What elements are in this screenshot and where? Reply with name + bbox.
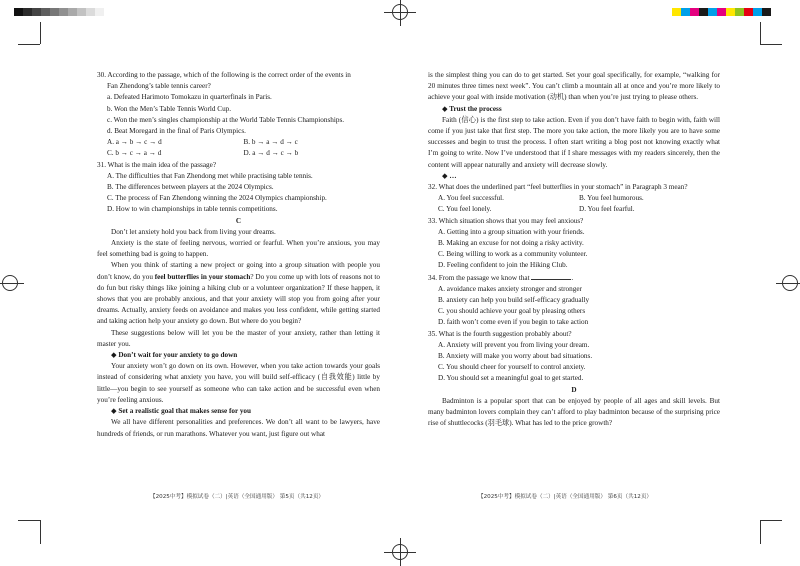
gray-swatch <box>77 8 86 16</box>
option-b[interactable]: B. b → a → d → c <box>243 138 298 147</box>
passage-paragraph: Your anxiety won’t go down on its own. However, when you take action towards your goals instead of considering what anxiety you have, you will build self-efficacy (自我效能) little by little—you begin to see yourself as someone who can take action and be successful even when you’re feeling anxious. <box>97 362 380 404</box>
left-page <box>97 70 380 440</box>
question-stem: 31. What is the main idea of the passage? <box>97 160 217 169</box>
color-swatch <box>699 8 708 16</box>
color-swatch <box>681 8 690 16</box>
suggestion-heading: ◆ Trust the process <box>442 104 502 113</box>
suggestion-heading: ◆ Don’t wait for your anxiety to go down <box>111 351 238 360</box>
passage-paragraph: Faith (信心) is the first step to take action. Even if you don’t have faith to begin with, faith will come if you just take that first step. The more you take action, the more likely you are to have some successes and begin to trust the process. I often start writing a blog post not knowing exactly what I’m going to write. Now I’ve understood that if I share messages with my readers sincerely, then the content will appear naturally and anxiety will decrease slowly. <box>428 115 720 169</box>
question-stem: 33. Which situation shows that you may feel anxious? <box>428 216 584 225</box>
underlined-phrase: feel butterflies in your stomach <box>154 272 251 281</box>
grayscale-calibration-bar <box>14 8 113 16</box>
color-swatch <box>735 8 744 16</box>
gray-swatch <box>104 8 113 16</box>
crop-mark <box>760 44 782 45</box>
option-d[interactable]: D. You should set a meaningful goal to get started. <box>438 374 584 383</box>
option-d[interactable]: D. a → d → c → b <box>243 149 299 158</box>
passage-paragraph: These suggestions below will let you be the master of your anxiety, rather than letting it master you. <box>97 328 380 348</box>
passage-paragraph: Badminton is a popular sport that can be enjoyed by people of all ages and skill levels. But many badminton lovers complain they can’t afford to play badminton because of the surprising price rise of shuttlecocks (羽毛球). What has led to the price growth? <box>428 396 720 428</box>
crop-mark <box>760 520 782 521</box>
passage-paragraph: Anxiety is the state of feeling nervous, worried or fearful. When you’re anxious, you may feel something bad is going to happen. <box>97 239 380 259</box>
option-d[interactable]: D. How to win championships in table tennis competitions. <box>107 205 278 214</box>
suggestion-heading: ◆ Set a realistic goal that makes sense for you <box>111 407 252 416</box>
option-a[interactable]: A. Getting into a group situation with your friends. <box>438 227 585 236</box>
option-d[interactable]: D. faith won’t come even if you begin to take action <box>438 318 589 327</box>
question-stem: 35. What is the fourth suggestion probably about? <box>428 329 572 338</box>
option-c[interactable]: C. You should cheer for yourself to control anxiety. <box>438 363 586 372</box>
registration-line <box>400 0 401 26</box>
color-swatch <box>708 8 717 16</box>
option-c[interactable]: C. you should achieve your goal by pleasing others <box>438 307 586 316</box>
color-swatch <box>726 8 735 16</box>
option-c[interactable]: C. The process of Fan Zhendong winning the 2024 Olympics championship. <box>107 194 327 203</box>
color-swatch <box>744 8 753 16</box>
color-swatch <box>771 8 780 16</box>
stem-text: 34. From the passage we know that <box>428 273 530 282</box>
section-heading: C <box>235 216 242 225</box>
question-32 <box>428 182 720 216</box>
color-swatch <box>762 8 771 16</box>
option-d[interactable]: D. Feeling confident to join the Hiking Club. <box>438 261 568 270</box>
page-footer-right: 【2025中考】模拟试卷（二）|英语（全国通用版） 第6页（共12页） <box>478 494 653 500</box>
option-c[interactable]: C. b → c → a → d <box>107 149 162 158</box>
gray-swatch <box>23 8 32 16</box>
option-a[interactable]: A. a → b → c → d <box>107 138 162 147</box>
option-c[interactable]: C. Being willing to work as a community volunteer. <box>438 250 588 259</box>
question-30 <box>97 70 380 160</box>
event-item: a. Defeated Harimoto Tomokazu in quarterfinals in Paris. <box>107 93 272 102</box>
registration-line <box>776 283 800 284</box>
page-footer-left: 【2025中考】模拟试卷（二）|英语（全国通用版） 第5页（共12页） <box>150 494 325 500</box>
paragraph-text: ? Do you come up with lots of reasons not to do fun but risky things like joining a hiking club or a volunteer organization? If these happen, it shows that you are probably anxious, and that your anxiety will stop you from going after your dreams. Actually, anxiety feeds on avoidance and makes you less confident, while getting started and taking action help your anxiety go down. But where do you begin? <box>97 272 380 326</box>
crop-mark <box>40 520 41 544</box>
gray-swatch <box>95 8 104 16</box>
passage-paragraph <box>97 260 380 327</box>
gray-swatch <box>14 8 23 16</box>
gray-swatch <box>41 8 50 16</box>
question-31 <box>97 160 380 216</box>
question-stem: 34. From the passage we know that . <box>428 273 574 282</box>
option-a[interactable]: A. You feel successful. <box>438 194 504 203</box>
gray-swatch <box>32 8 41 16</box>
question-33 <box>428 216 720 272</box>
gray-swatch <box>50 8 59 16</box>
option-c[interactable]: C. You feel lonely. <box>438 205 492 214</box>
registration-line <box>0 283 24 284</box>
color-calibration-bar <box>672 8 780 16</box>
right-page <box>428 70 720 430</box>
crop-mark <box>760 22 761 44</box>
passage-paragraph: is the simplest thing you can do to get started. Set your goal specifically, for example, “walking for 20 minutes three times next week”. You can’t climb a mountain all at once and you’re more likely to achieve your goal with inside motivation (动机) than when you’re just trying to please others. <box>428 71 720 102</box>
question-stem: Fan Zhendong’s table tennis career? <box>107 82 211 91</box>
crop-mark <box>18 44 40 45</box>
gray-swatch <box>59 8 68 16</box>
registration-line <box>384 552 416 553</box>
option-b[interactable]: B. The differences between players at the 2024 Olympics. <box>107 183 274 192</box>
crop-mark <box>40 22 41 44</box>
gray-swatch <box>68 8 77 16</box>
option-b[interactable]: B. You feel humorous. <box>579 194 644 203</box>
crop-mark <box>18 520 40 521</box>
color-swatch <box>717 8 726 16</box>
event-item: c. Won the men’s singles championship at the World Table Tennis Championships. <box>107 115 345 124</box>
option-a[interactable]: A. The difficulties that Fan Zhendong met while practising table tennis. <box>107 171 313 180</box>
registration-line <box>384 12 416 13</box>
option-a[interactable]: A. avoidance makes anxiety stronger and stronger <box>438 284 582 293</box>
event-item: d. Beat Moregard in the final of Paris Olympics. <box>107 127 246 136</box>
question-stem: 32. What does the underlined part “feel butterflies in your stomach” in Paragraph 3 mean? <box>428 183 688 192</box>
passage-paragraph: We all have different personalities and preferences. We don’t all want to be lawyers, have hundreds of friends, or run marathons. Whatever you want, just figure out what <box>97 418 380 438</box>
gray-swatch <box>86 8 95 16</box>
option-d[interactable]: D. You feel fearful. <box>579 205 635 214</box>
suggestion-heading: ◆ … <box>442 171 457 180</box>
option-b[interactable]: B. Anxiety will make you worry about bad situations. <box>438 352 593 361</box>
question-35 <box>428 329 720 385</box>
option-a[interactable]: A. Anxiety will prevent you from living your dream. <box>438 340 590 349</box>
color-swatch <box>690 8 699 16</box>
question-34 <box>428 272 720 329</box>
crop-mark <box>760 520 761 544</box>
color-swatch <box>753 8 762 16</box>
color-swatch <box>672 8 681 16</box>
question-stem: 30. According to the passage, which of the following is the correct order of the events in <box>97 71 351 79</box>
option-b[interactable]: B. anxiety can help you build self-efficacy gradually <box>438 296 590 305</box>
event-item: b. Won the Men’s Table Tennis World Cup. <box>107 104 232 113</box>
answer-blank[interactable] <box>531 272 571 280</box>
paragraph-text: When you think of starting a new project or going into a group situation with people you don’t know, do you <box>97 261 380 281</box>
section-heading: D <box>571 385 577 394</box>
passage-title: Don’t let anxiety hold you back from living your dreams. <box>111 227 276 236</box>
option-b[interactable]: B. Making an excuse for not doing a risky activity. <box>438 239 584 248</box>
